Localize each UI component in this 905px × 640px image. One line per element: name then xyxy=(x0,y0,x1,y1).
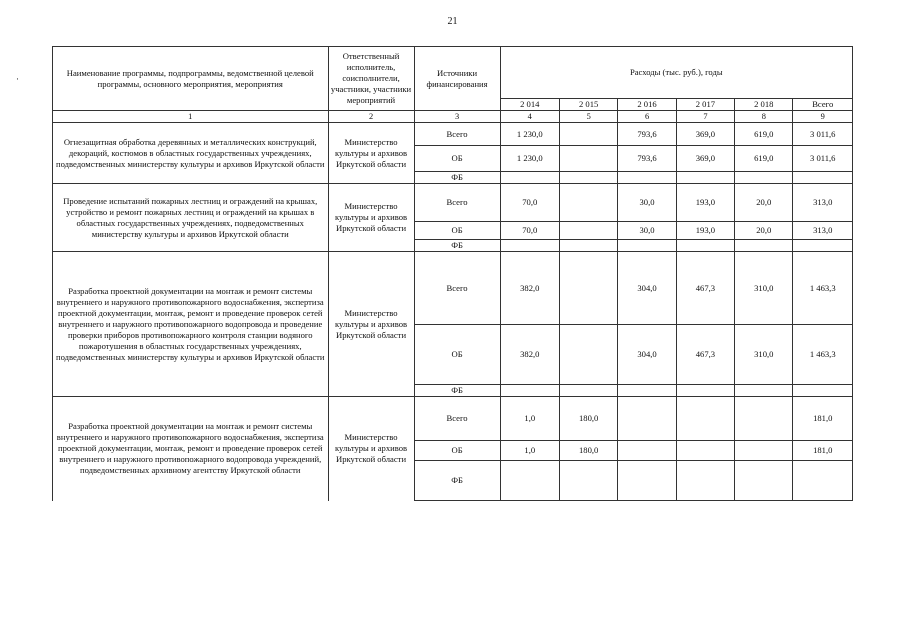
budget-table xyxy=(52,46,853,501)
amount-cell: 20,0 xyxy=(735,184,793,222)
column-number: 7 xyxy=(676,111,734,123)
column-number: 4 xyxy=(500,111,559,123)
amount-cell xyxy=(559,385,617,397)
activity-name: Огнезащитная обработка деревянных и металлических конструкций, декораций, костюмов в областных государственных учреждениях, подведомственных министерству культуры и архивов Иркутской области xyxy=(53,123,329,184)
year-header: 2 018 xyxy=(735,99,793,111)
amount-cell xyxy=(676,240,734,252)
amount-cell xyxy=(735,240,793,252)
header-expenses: Расходы (тыс. руб.), годы xyxy=(500,47,852,99)
amount-cell xyxy=(500,172,559,184)
executor: Министерство культуры и архивов Иркутской области xyxy=(328,123,414,184)
amount-cell xyxy=(618,172,676,184)
activity-name: Разработка проектной документации на монтаж и ремонт системы внутреннего и наружного противопожарного водоснабжения, экспертиза проектной документации, монтаж, ремонт и проведение проверок сетей внутреннего и наружного противопожарного водопровода учреждений, подведомственных архивному агентству Иркутской области xyxy=(53,397,329,501)
amount-cell xyxy=(735,385,793,397)
amount-cell: 20,0 xyxy=(735,222,793,240)
amount-cell xyxy=(676,385,734,397)
amount-cell: 3 011,6 xyxy=(793,123,853,146)
amount-cell: 467,3 xyxy=(676,325,734,385)
amount-cell: 3 011,6 xyxy=(793,146,853,172)
amount-cell xyxy=(618,441,676,461)
amount-cell: 1 230,0 xyxy=(500,146,559,172)
column-number: 3 xyxy=(414,111,500,123)
executor: Министерство культуры и архивов Иркутской области xyxy=(328,184,414,252)
amount-cell xyxy=(559,123,617,146)
amount-cell: 313,0 xyxy=(793,222,853,240)
amount-cell xyxy=(735,461,793,501)
column-number: 1 xyxy=(53,111,329,123)
amount-cell: 793,6 xyxy=(618,146,676,172)
funding-source: ОБ xyxy=(414,441,500,461)
column-number: 6 xyxy=(618,111,676,123)
amount-cell: 619,0 xyxy=(735,146,793,172)
amount-cell xyxy=(500,385,559,397)
amount-cell: 181,0 xyxy=(793,441,853,461)
year-header: 2 014 xyxy=(500,99,559,111)
table-row xyxy=(53,252,853,325)
year-header: 2 015 xyxy=(559,99,617,111)
amount-cell: 369,0 xyxy=(676,123,734,146)
amount-cell: 30,0 xyxy=(618,222,676,240)
funding-source: ОБ xyxy=(414,325,500,385)
amount-cell: 1 463,3 xyxy=(793,252,853,325)
executor: Министерство культуры и архивов Иркутской области xyxy=(328,252,414,397)
amount-cell: 382,0 xyxy=(500,252,559,325)
funding-source: Всего xyxy=(414,397,500,441)
side-mark: · xyxy=(16,74,19,84)
funding-source: ОБ xyxy=(414,222,500,240)
table-row xyxy=(53,123,853,146)
executor: Министерство культуры и архивов Иркутской области xyxy=(328,397,414,501)
amount-cell: 467,3 xyxy=(676,252,734,325)
funding-source: Всего xyxy=(414,123,500,146)
amount-cell: 193,0 xyxy=(676,184,734,222)
amount-cell xyxy=(500,240,559,252)
amount-cell xyxy=(500,461,559,501)
amount-cell: 181,0 xyxy=(793,397,853,441)
header-sources: Источники финансирования xyxy=(414,47,500,111)
amount-cell xyxy=(676,397,734,441)
amount-cell xyxy=(618,385,676,397)
year-header: 2 016 xyxy=(618,99,676,111)
amount-cell: 70,0 xyxy=(500,184,559,222)
amount-cell xyxy=(559,461,617,501)
amount-cell xyxy=(559,172,617,184)
amount-cell: 1,0 xyxy=(500,397,559,441)
column-numbers-row xyxy=(53,111,853,123)
amount-cell: 310,0 xyxy=(735,325,793,385)
header-executor: Ответственный исполнитель, соисполнители, участники, участники мероприятий xyxy=(328,47,414,111)
amount-cell xyxy=(735,397,793,441)
amount-cell: 310,0 xyxy=(735,252,793,325)
activity-name: Разработка проектной документации на монтаж и ремонт системы внутреннего и наружного противопожарного водоснабжения, экспертиза проектной документации, монтаж, ремонт и проведение проверок сетей внутреннего и наружного противопожарного водопровода и проведение проверки приборов противопожарного контроля станции водяного пожаротушения в областных государственных учреждениях, подведомственных министерству культуры и архивов Иркутской области xyxy=(53,252,329,397)
amount-cell: 369,0 xyxy=(676,146,734,172)
funding-source: ФБ xyxy=(414,240,500,252)
amount-cell xyxy=(559,184,617,222)
amount-cell: 30,0 xyxy=(618,184,676,222)
table-row xyxy=(53,397,853,441)
amount-cell: 193,0 xyxy=(676,222,734,240)
header-name: Наименование программы, подпрограммы, ведомственной целевой программы, основного мероприятия, мероприятия xyxy=(53,47,329,111)
amount-cell: 180,0 xyxy=(559,441,617,461)
funding-source: ФБ xyxy=(414,172,500,184)
amount-cell xyxy=(676,461,734,501)
funding-source: ФБ xyxy=(414,385,500,397)
amount-cell xyxy=(618,461,676,501)
amount-cell: 793,6 xyxy=(618,123,676,146)
page-number: 21 xyxy=(447,16,458,27)
amount-cell xyxy=(559,252,617,325)
funding-source: ОБ xyxy=(414,146,500,172)
amount-cell xyxy=(793,385,853,397)
amount-cell xyxy=(735,441,793,461)
amount-cell xyxy=(735,172,793,184)
amount-cell: 313,0 xyxy=(793,184,853,222)
amount-cell: 180,0 xyxy=(559,397,617,441)
amount-cell: 304,0 xyxy=(618,252,676,325)
amount-cell: 1 230,0 xyxy=(500,123,559,146)
amount-cell xyxy=(676,172,734,184)
column-number: 9 xyxy=(793,111,853,123)
amount-cell xyxy=(676,441,734,461)
amount-cell: 382,0 xyxy=(500,325,559,385)
column-number: 2 xyxy=(328,111,414,123)
amount-cell xyxy=(559,222,617,240)
amount-cell: 70,0 xyxy=(500,222,559,240)
amount-cell xyxy=(793,240,853,252)
amount-cell xyxy=(793,461,853,501)
funding-source: Всего xyxy=(414,184,500,222)
activity-name: Проведение испытаний пожарных лестниц и ограждений на крышах, устройство и ремонт пожарных лестниц и ограждений на крышах в областных государственных учреждениях, подведомственных министерству культуры и архивов Иркутской области xyxy=(53,184,329,252)
column-number: 8 xyxy=(735,111,793,123)
amount-cell xyxy=(793,172,853,184)
amount-cell: 619,0 xyxy=(735,123,793,146)
funding-source: ФБ xyxy=(414,461,500,501)
table-row xyxy=(53,184,853,222)
amount-cell xyxy=(559,325,617,385)
amount-cell: 1 463,3 xyxy=(793,325,853,385)
amount-cell xyxy=(559,146,617,172)
column-number: 5 xyxy=(559,111,617,123)
amount-cell: 1,0 xyxy=(500,441,559,461)
amount-cell xyxy=(618,240,676,252)
amount-cell: 304,0 xyxy=(618,325,676,385)
amount-cell xyxy=(618,397,676,441)
year-header: 2 017 xyxy=(676,99,734,111)
year-header: Всего xyxy=(793,99,853,111)
amount-cell xyxy=(559,240,617,252)
header-row xyxy=(53,47,853,99)
funding-source: Всего xyxy=(414,252,500,325)
